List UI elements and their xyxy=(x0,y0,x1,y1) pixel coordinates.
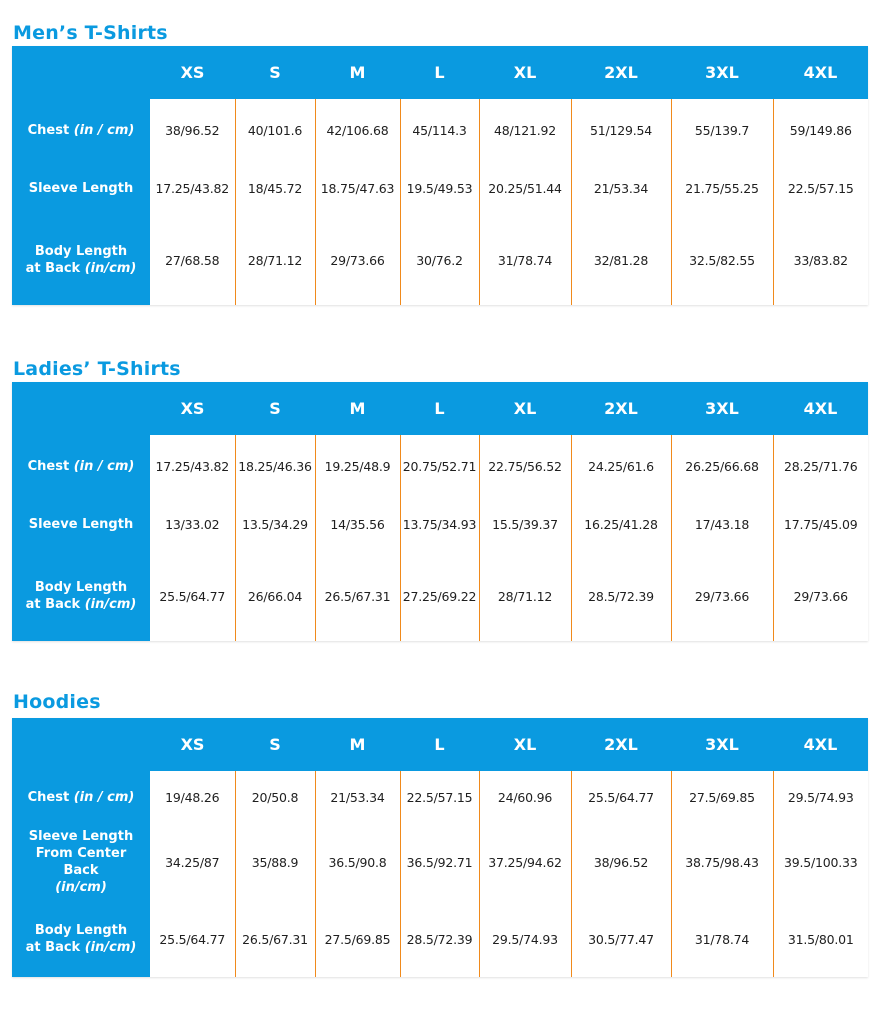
table-row-body-length xyxy=(12,215,868,305)
measurement-cell: 27.5/69.85 xyxy=(315,901,400,977)
size-header: 2XL xyxy=(571,46,671,99)
measurement-cell: 33/83.82 xyxy=(773,215,868,305)
measurement-cell: 22.5/57.15 xyxy=(400,771,479,823)
measurement-cell: 38/96.52 xyxy=(150,99,235,161)
row-label-text: Body Length xyxy=(34,923,128,938)
section-title-ladies: Ladies’ T-Shirts xyxy=(13,358,181,380)
measurement-cell: 39.5/100.33 xyxy=(773,823,868,901)
measurement-cell: 26.5/67.31 xyxy=(235,901,315,977)
measurement-cell: 34.25/87 xyxy=(150,823,235,901)
row-label-unit: (in/cm) xyxy=(55,880,107,895)
row-label-unit: (in/cm) xyxy=(84,597,137,612)
row-label-text: at Back xyxy=(25,597,85,612)
measurement-cell: 18.25/46.36 xyxy=(235,435,315,497)
measurement-cell: 20/50.8 xyxy=(235,771,315,823)
row-label-chest xyxy=(12,435,150,497)
measurement-cell: 28.25/71.76 xyxy=(773,435,868,497)
measurement-cell: 29.5/74.93 xyxy=(773,771,868,823)
row-label-unit: (in/cm) xyxy=(84,940,137,955)
measurement-cell: 48/121.92 xyxy=(479,99,571,161)
size-header: 3XL xyxy=(671,382,773,435)
size-header: XL xyxy=(479,382,571,435)
measurement-cell: 21/53.34 xyxy=(571,161,671,215)
measurement-cell: 30/76.2 xyxy=(400,215,479,305)
measurement-cell: 31/78.74 xyxy=(479,215,571,305)
row-label-body-length xyxy=(12,901,150,977)
measurement-cell: 38.75/98.43 xyxy=(671,823,773,901)
row-label-text: at Back xyxy=(25,940,85,955)
measurement-cell: 35/88.9 xyxy=(235,823,315,901)
measurement-cell: 25.5/64.77 xyxy=(571,771,671,823)
table-row-sleeve-length xyxy=(12,823,868,901)
size-header: L xyxy=(400,46,479,99)
measurement-cell: 13/33.02 xyxy=(150,497,235,551)
row-label-text: Chest xyxy=(27,789,74,805)
size-header: 2XL xyxy=(571,382,671,435)
measurement-cell: 21.75/55.25 xyxy=(671,161,773,215)
row-label-text: Chest xyxy=(27,458,74,474)
measurement-cell: 20.75/52.71 xyxy=(400,435,479,497)
measurement-cell: 30.5/77.47 xyxy=(571,901,671,977)
measurement-cell: 29/73.66 xyxy=(671,551,773,641)
measurement-cell: 13.75/34.93 xyxy=(400,497,479,551)
header-corner xyxy=(12,382,150,435)
size-header: S xyxy=(235,382,315,435)
measurement-cell: 27.25/69.22 xyxy=(400,551,479,641)
size-header: XS xyxy=(150,718,235,771)
section-title-hoodies: Hoodies xyxy=(13,691,101,713)
measurement-cell: 26/66.04 xyxy=(235,551,315,641)
measurement-cell: 29/73.66 xyxy=(315,215,400,305)
size-header: 2XL xyxy=(571,718,671,771)
row-label-body-length xyxy=(12,551,150,641)
size-header: M xyxy=(315,382,400,435)
size-header: XL xyxy=(479,46,571,99)
row-label-text: Sleeve Length xyxy=(28,516,134,532)
measurement-cell: 19/48.26 xyxy=(150,771,235,823)
size-header: XS xyxy=(150,382,235,435)
measurement-cell: 22.5/57.15 xyxy=(773,161,868,215)
row-label-sleeve-length xyxy=(12,497,150,551)
row-label-text: Sleeve Length xyxy=(28,829,134,844)
row-label-sleeve-length xyxy=(12,161,150,215)
size-header: M xyxy=(315,46,400,99)
row-label-unit: (in/cm) xyxy=(84,261,137,276)
size-header: 4XL xyxy=(773,382,868,435)
header-corner xyxy=(12,46,150,99)
measurement-cell: 31/78.74 xyxy=(671,901,773,977)
row-label-text: at Back xyxy=(25,261,85,276)
measurement-cell: 25.5/64.77 xyxy=(150,901,235,977)
table-row-sleeve-length xyxy=(12,497,868,551)
size-header: S xyxy=(235,718,315,771)
size-header: M xyxy=(315,718,400,771)
measurement-cell: 51/129.54 xyxy=(571,99,671,161)
mens-size-table xyxy=(12,46,868,305)
table-row-sleeve-length xyxy=(12,161,868,215)
measurement-cell: 17.25/43.82 xyxy=(150,161,235,215)
measurement-cell: 19.25/48.9 xyxy=(315,435,400,497)
measurement-cell: 28.5/72.39 xyxy=(571,551,671,641)
measurement-cell: 36.5/90.8 xyxy=(315,823,400,901)
measurement-cell: 32.5/82.55 xyxy=(671,215,773,305)
measurement-cell: 27/68.58 xyxy=(150,215,235,305)
measurement-cell: 14/35.56 xyxy=(315,497,400,551)
row-label-chest xyxy=(12,99,150,161)
measurement-cell: 55/139.7 xyxy=(671,99,773,161)
size-header: 4XL xyxy=(773,46,868,99)
table-row-body-length xyxy=(12,901,868,977)
measurement-cell: 17.75/45.09 xyxy=(773,497,868,551)
row-label-sleeve-length xyxy=(12,823,150,901)
row-label-body-length xyxy=(12,215,150,305)
measurement-cell: 37.25/94.62 xyxy=(479,823,571,901)
size-header: L xyxy=(400,718,479,771)
measurement-cell: 17.25/43.82 xyxy=(150,435,235,497)
measurement-cell: 20.25/51.44 xyxy=(479,161,571,215)
size-header: S xyxy=(235,46,315,99)
measurement-cell: 26.5/67.31 xyxy=(315,551,400,641)
measurement-cell: 38/96.52 xyxy=(571,823,671,901)
table-row-chest xyxy=(12,435,868,497)
measurement-cell: 18/45.72 xyxy=(235,161,315,215)
measurement-cell: 26.25/66.68 xyxy=(671,435,773,497)
table-header-row xyxy=(12,46,868,99)
row-label-unit: (in / cm) xyxy=(73,122,135,138)
measurement-cell: 45/114.3 xyxy=(400,99,479,161)
table-header-row xyxy=(12,718,868,771)
measurement-cell: 28.5/72.39 xyxy=(400,901,479,977)
measurement-cell: 19.5/49.53 xyxy=(400,161,479,215)
measurement-cell: 28/71.12 xyxy=(235,215,315,305)
measurement-cell: 31.5/80.01 xyxy=(773,901,868,977)
size-header: XS xyxy=(150,46,235,99)
size-header: 3XL xyxy=(671,718,773,771)
size-header: XL xyxy=(479,718,571,771)
table-row-chest xyxy=(12,99,868,161)
measurement-cell: 27.5/69.85 xyxy=(671,771,773,823)
measurement-cell: 25.5/64.77 xyxy=(150,551,235,641)
measurement-cell: 28/71.12 xyxy=(479,551,571,641)
row-label-text: From Center Back xyxy=(35,846,127,878)
measurement-cell: 24/60.96 xyxy=(479,771,571,823)
measurement-cell: 18.75/47.63 xyxy=(315,161,400,215)
row-label-text: Sleeve Length xyxy=(28,180,134,196)
measurement-cell: 40/101.6 xyxy=(235,99,315,161)
row-label-unit: (in / cm) xyxy=(73,789,135,805)
section-title-mens: Men’s T-Shirts xyxy=(13,22,168,44)
measurement-cell: 42/106.68 xyxy=(315,99,400,161)
size-header: L xyxy=(400,382,479,435)
row-label-text: Body Length xyxy=(34,580,128,595)
measurement-cell: 32/81.28 xyxy=(571,215,671,305)
measurement-cell: 16.25/41.28 xyxy=(571,497,671,551)
row-label-text: Body Length xyxy=(34,244,128,259)
measurement-cell: 29.5/74.93 xyxy=(479,901,571,977)
measurement-cell: 36.5/92.71 xyxy=(400,823,479,901)
ladies-size-table xyxy=(12,382,868,641)
hoodies-size-table xyxy=(12,718,868,977)
measurement-cell: 15.5/39.37 xyxy=(479,497,571,551)
measurement-cell: 22.75/56.52 xyxy=(479,435,571,497)
table-header-row xyxy=(12,382,868,435)
header-corner xyxy=(12,718,150,771)
measurement-cell: 24.25/61.6 xyxy=(571,435,671,497)
measurement-cell: 59/149.86 xyxy=(773,99,868,161)
row-label-chest xyxy=(12,771,150,823)
measurement-cell: 29/73.66 xyxy=(773,551,868,641)
measurement-cell: 17/43.18 xyxy=(671,497,773,551)
row-label-unit: (in / cm) xyxy=(73,458,135,474)
measurement-cell: 13.5/34.29 xyxy=(235,497,315,551)
measurement-cell: 21/53.34 xyxy=(315,771,400,823)
size-header: 3XL xyxy=(671,46,773,99)
table-row-chest xyxy=(12,771,868,823)
row-label-text: Chest xyxy=(27,122,74,138)
table-row-body-length xyxy=(12,551,868,641)
size-header: 4XL xyxy=(773,718,868,771)
